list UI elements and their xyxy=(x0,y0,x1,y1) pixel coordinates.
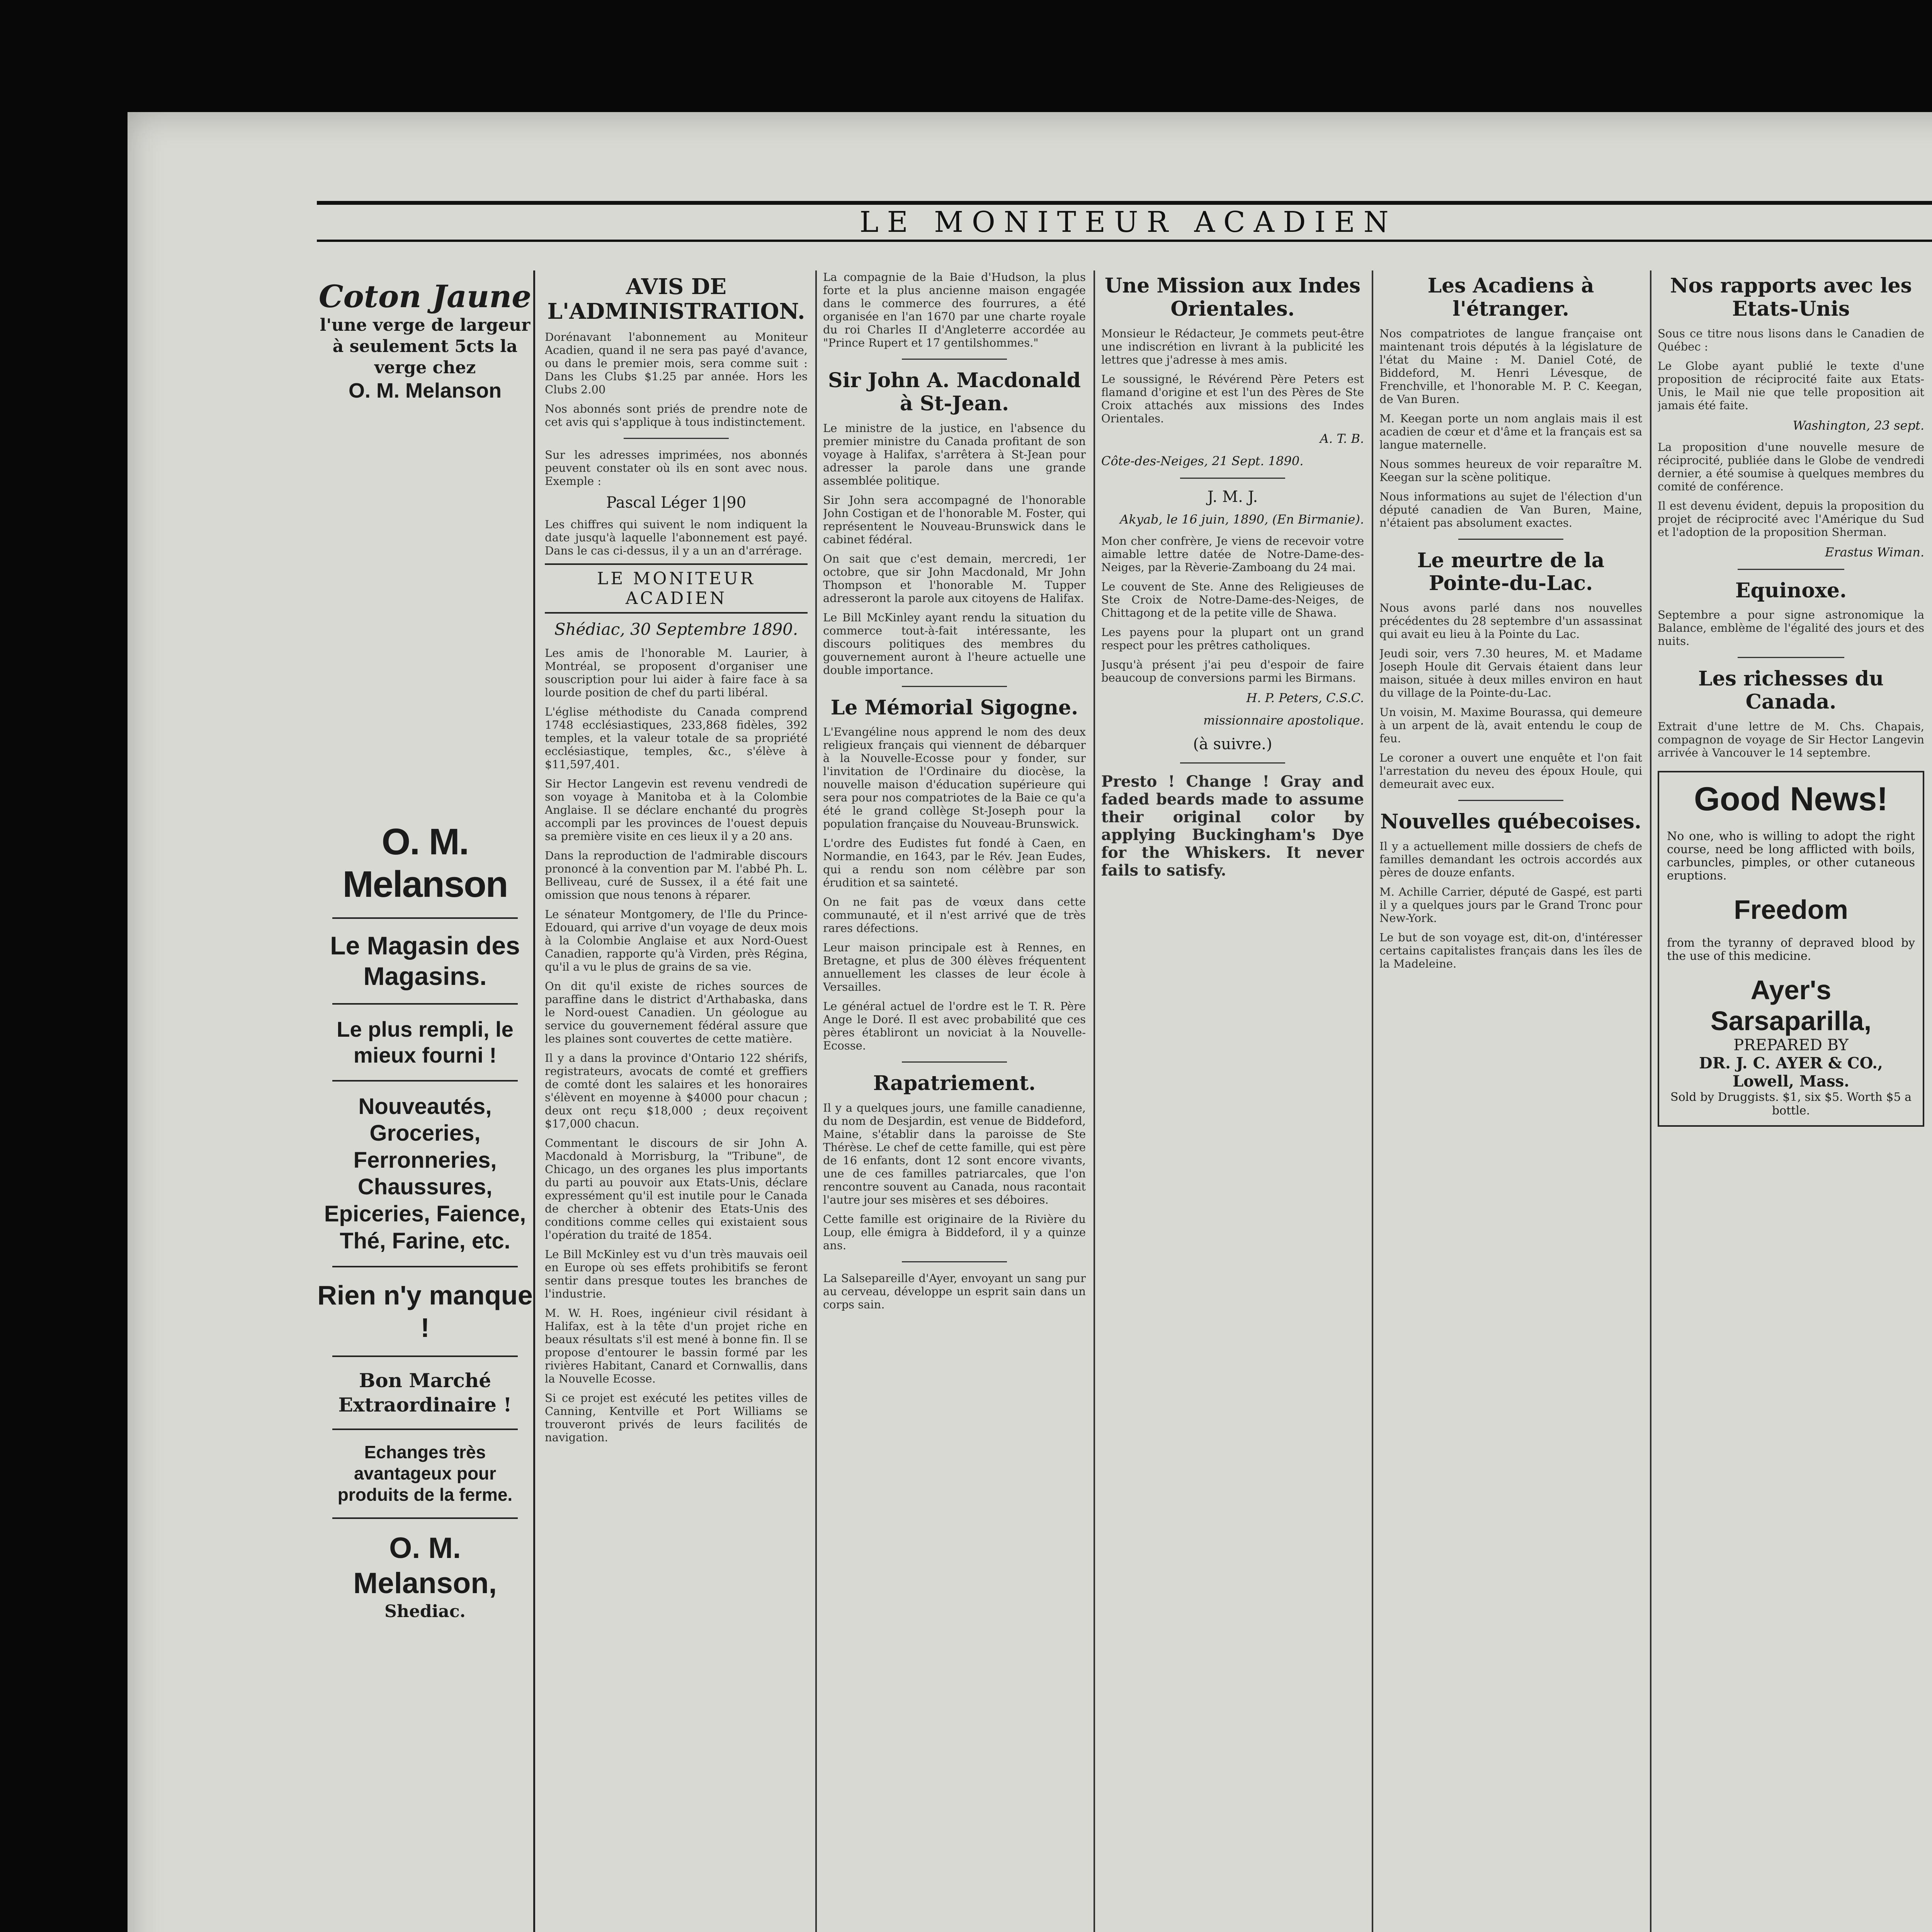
column-1 xyxy=(545,270,808,1932)
example-note: Les chiffres qui suivent le nom indiquent la date jusqu'à laquelle l'abonnement est payé. Dans le cas ci-dessus, il y a un an d'arrérage. xyxy=(545,517,808,557)
nouvelles-heading: Nouvelles québecoises. xyxy=(1380,810,1641,834)
short-rule xyxy=(1458,539,1563,540)
mission-heading: Une Mission aux Indes Orientales. xyxy=(1104,274,1361,321)
prepared-by: PREPARED BY xyxy=(1733,1036,1849,1054)
avis-body: Dorénavant l'abonnement au Moniteur Acadien, quand il ne sera pas payé d'avance, ou dans le premier mois, sera comme suit : Dans les Clubs $1.25 par année. Hors les Clubs 2.00 xyxy=(545,330,808,396)
coton-jaune-ad xyxy=(317,278,533,403)
article-paragraph: Le Bill McKinley ayant rendu la situation du commerce tout-à-fait intéressante, les discours politiques des membres du gouvernement auront à l'heure actuelle une double importance. xyxy=(823,611,1086,677)
acadiens-heading: Les Acadiens à l'étranger. xyxy=(1427,274,1594,321)
ayer-sarsaparilla-headline: Ayer's Sarsaparilla, xyxy=(1710,975,1872,1036)
column-rule xyxy=(815,270,817,1932)
article-paragraph: Septembre a pour signe astronomique la Balance, emblème de l'égalité des jours et des nuits. xyxy=(1658,608,1924,648)
freedom-headline: Freedom xyxy=(1734,894,1848,925)
bon-marche-text: Bon Marché Extraordinaire ! xyxy=(338,1369,512,1416)
echanges-text: Echanges très avantageux pour produits de la ferme. xyxy=(337,1442,513,1505)
good-news-headline: Good News! xyxy=(1694,780,1888,818)
dateline: Washington, 23 sept. xyxy=(1793,418,1924,433)
article-paragraph: Le sénateur Montgomery, de l'Ile du Prince-Edouard, qui arrive d'un voyage de deux mois à la Colombie Anglaise et aux Nord-Ouest Canadien, rapporte qu'à Virden, près Régina, qu'il a vu le plus de grains de sa vie. xyxy=(545,907,808,973)
article-paragraph: Il y a dans la province d'Ontario 122 shérifs, registrateurs, avocats de comté et greffiers de comté dont les salaires et les honoraires s'élèvent en moyenne à $4000 pour chacun ; deux ont reçu $18,000 ; deux reçoivent $17,000 chacun. xyxy=(545,1051,808,1130)
place-line: Akyab, le 16 juin, 1890, (En Birmanie). xyxy=(1120,512,1364,527)
column-2 xyxy=(823,270,1086,1932)
short-rule xyxy=(902,359,1007,360)
article-paragraph: Sir John sera accompagné de l'honorable John Costigan et de l'honorable M. Foster, qui représentent le Nouveau-Brunswick dans le cabinet fédéral. xyxy=(823,493,1086,546)
left-ad-column xyxy=(317,270,535,1932)
article-paragraph: L'Evangéline nous apprend le nom des deux religieux français qui viennent de débarquer à la Nouvelle-Ecosse pour y fonder, sur l'invitation de l'Ordinaire du diocèse, la nouvelle maison d'éducation supérieure qui sera pour nos compatriotes de la Baie ce qu'a été le grand collège St-Joseph pour la population française du Nouveau-Brunswick. xyxy=(823,725,1086,831)
article-paragraph: Le général actuel de l'ordre est le T. R. Père Ange le Doré. Il est avec probabilité que ces pères établiront un noviciat à la Nouvelle-Ecosse. xyxy=(823,1000,1086,1053)
article-paragraph: Il y a quelques jours, une famille canadienne, du nom de Desjardin, est venue de Biddeford, Maine, s'établir dans la paroisse de Ste Thérèse. Le chef de cette famille, qui est père de 16 enfants, dont 12 sont encore vivants, une de ces familles patriarcales, que l'on rencontre souvent au Canada, nous racontait l'autre jour ses misères et ses déboires. xyxy=(823,1101,1086,1207)
article-paragraph: Il y a actuellement mille dossiers de chefs de familles demandant les octrois accordés aux pères de douze enfants. xyxy=(1379,839,1642,879)
article-paragraph: M. Keegan porte un nom anglais mais il est acadien de cœur et d'âme et la français est sa langue maternelle. xyxy=(1379,412,1642,451)
continued-note: (à suivre.) xyxy=(1193,735,1272,753)
ad-divider xyxy=(332,1080,518,1082)
goods-list: Nouveautés, Groceries, Ferronneries, Chaussures, Epiceries, Faience, Thé, Farine, etc. xyxy=(324,1094,526,1253)
column-3 xyxy=(1101,270,1364,1932)
short-rule xyxy=(902,686,1007,687)
avis-note: Nos abonnés sont priés de prendre note de cet avis qui s'applique à tous indistinctement. xyxy=(545,402,808,429)
freedom-text: from the tyranny of depraved blood by the use of this medicine. xyxy=(1667,936,1915,963)
article-paragraph: Nous informations au sujet de l'élection d'un député canadien de Van Buren, Maine, n'étaient pas absolument exactes. xyxy=(1379,490,1642,529)
meurtre-heading: Le meurtre de la Pointe-du-Lac. xyxy=(1417,548,1605,595)
article-paragraph: Nous sommes heureux de voir reparaître M. Keegan sur la scène politique. xyxy=(1379,457,1642,484)
store-name: O. M. Melanson xyxy=(342,821,508,905)
short-rule xyxy=(1738,569,1844,570)
sir-john-heading: Sir John A. Macdonald à St-Jean. xyxy=(828,369,1081,415)
ayer-sold: Sold by Druggists. $1, six $5. Worth $5 a bottle. xyxy=(1670,1090,1912,1117)
article-paragraph: Le coroner a ouvert une enquête et l'on fait l'arrestation du neveu des époux Houle, qui demeurait avec eux. xyxy=(1379,751,1642,791)
coton-jaune-store: O. M. Melanson xyxy=(348,379,502,402)
article-paragraph: La Salsepareille d'Ayer, envoyant un sang pur au cerveau, développe un esprit sain dans un corps sain. xyxy=(823,1272,1086,1311)
coton-jaune-title: Coton Jaune xyxy=(318,278,532,315)
short-rule xyxy=(1738,657,1844,658)
article-paragraph: Le ministre de la justice, en l'absence du premier ministre du Canada profitant de son voyage à Halifax, s'arrêtera à St-Jean pour adresser la parole dans une grande assemblée politique. xyxy=(823,421,1086,487)
example-label: Pascal Léger 1|90 xyxy=(606,493,747,512)
article-paragraph: Le soussigné, le Révérend Père Peters est flamand d'origine et est l'un des Pères de Ste Croix attachés aux missions des Indes Orientales. xyxy=(1101,372,1364,425)
ad-divider xyxy=(332,1429,518,1430)
jmj-mark: J. M. J. xyxy=(1207,488,1258,506)
article-paragraph: On ne fait pas de vœux dans cette communauté, et il n'est arrivé que de très rares défections. xyxy=(823,895,1086,935)
ad-divider xyxy=(332,1355,518,1357)
presto-ad: Presto ! Change ! Gray and faded beards made to assume their original color by applying Buckingham's Dye for the Whiskers. It never fails to satisfy. xyxy=(1101,772,1364,879)
equinoxe-heading: Equinoxe. xyxy=(1735,578,1847,602)
article-paragraph: Leur maison principale est à Rennes, en Bretagne, et plus de 300 élèves fréquentent annuellement les classes de leur école à Versailles. xyxy=(823,941,1086,994)
ayer-ad xyxy=(1658,771,1924,1127)
column-5 xyxy=(1658,270,1924,1932)
article-paragraph: Il est devenu évident, depuis la proposition du projet de réciprocité avec l'Amérique du Sud et l'adoption de la proposition Sherman. xyxy=(1658,499,1924,539)
article-paragraph: Les amis de l'honorable M. Laurier, à Montréal, se proposent d'organiser une souscription pour lui aider à faire face à sa lourde position de chef du parti libéral. xyxy=(545,646,808,699)
plus-rempli-text: Le plus rempli, le mieux fourni ! xyxy=(337,1017,514,1068)
article-paragraph: Nos compatriotes de langue française ont maintenant trois députés à la législature de l'état du Maine : M. Daniel Coté, de Biddeford, M. Henri Lévesque, de Frenchville, et l'honorable M. P. C. Keegan, de Van Buren. xyxy=(1379,327,1642,406)
article-paragraph: Le Bill McKinley est vu d'un très mauvais oeil en Europe où ses effets prohibitifs se feront sentir dans presque toutes les branches de l'industrie. xyxy=(545,1247,808,1300)
column-rule xyxy=(1372,270,1373,1932)
memorial-heading: Le Mémorial Sigogne. xyxy=(830,696,1078,719)
article-paragraph: Dans la reproduction de l'admirable discours prononcé à la convention par M. l'abbé Ph. L. Belliveau, curé de Sussex, il a été fait une omission que nous tenons à réparer. xyxy=(545,849,808,901)
short-rule xyxy=(1180,478,1285,479)
short-rule xyxy=(902,1061,1007,1063)
short-rule xyxy=(902,1261,1007,1262)
store-name-2: O. M. Melanson, xyxy=(353,1531,497,1600)
short-rule xyxy=(1180,762,1285,764)
article-paragraph: Le Globe ayant publié le texte d'une proposition de réciprocité faite aux Etats-Unis, le Mail nie que telle proposition ait jamais été faite. xyxy=(1658,359,1924,412)
article-paragraph: On dit qu'il existe de riches sources de paraffine dans le district d'Arthabaska, dans le Nord-ouest Canadien. Un géologue au service du gouvernement fédéral assure que les plaines sont couvertes de cette matière. xyxy=(545,979,808,1045)
article-paragraph: Si ce projet est exécuté les petites villes de Canning, Kentville et Port Williams se trouveront privés de leurs facilités de navigation. xyxy=(545,1391,808,1444)
article-paragraph: La proposition d'une nouvelle mesure de réciprocité, publiée dans le Globe de vendredi dernier, a été soumise à quelques membres du comité de conférence. xyxy=(1658,440,1924,493)
article-paragraph: La compagnie de la Baie d'Hudson, la plus forte et la plus ancienne maison engagée dans le commerce des fourrures, a été organisée en l'an 1670 par une charte royale du roi Charles II d'Angleterre accordée au "Prince Rupert et 17 gentilshommes." xyxy=(823,270,1086,349)
article-paragraph: Commentant le discours de sir John A. Macdonald à Morrisburg, la "Tribune", de Chicago, un des organes les plus importants du parti au pouvoir aux Etats-Unis, déclare expressément qu'il est inutile pour le Canada de chercher à obtenir des Etats-Unis des conditions comme celles qui existaient sous l'opération du traité de 1854. xyxy=(545,1136,808,1242)
article-paragraph: Jeudi soir, vers 7.30 heures, M. et Madame Joseph Houle dit Gervais étaient dans leur maison, située à deux milles environ en haut du village de la Pointe-du-Lac. xyxy=(1379,647,1642,700)
article-paragraph: L'ordre des Eudistes fut fondé à Caen, en Normandie, en 1643, par le Rév. Jean Eudes, qui a rendu son nom célèbre par son érudition et sa sainteté. xyxy=(823,837,1086,889)
richesses-heading: Les richesses du Canada. xyxy=(1698,667,1884,714)
article-paragraph: M. Achille Carrier, député de Gaspé, est parti il y a quelques jours par le Grand Tronc pour New-York. xyxy=(1379,885,1642,925)
rien-manque-text: Rien n'y manque ! xyxy=(317,1280,533,1343)
masthead: LE MONITEUR ACADIEN xyxy=(317,201,1932,242)
article-paragraph: Les payens pour la plupart ont un grand respect pour les prêtres catholiques. xyxy=(1101,625,1364,652)
article-paragraph: Nous avons parlé dans nos nouvelles précédentes du 28 septembre d'un assassinat qui avait eu lieu à la Pointe du Lac. xyxy=(1379,601,1642,641)
magasin-headline: Le Magasin des Magasins. xyxy=(330,931,520,990)
article-paragraph: Mon cher confrère, Je viens de recevoir votre aimable lettre datée de Notre-Dame-des-Neiges, par la Rèverie-Zamboang du 24 mai. xyxy=(1101,534,1364,574)
rapatriement-heading: Rapatriement. xyxy=(873,1071,1036,1095)
adresses-text: Sur les adresses imprimées, nos abonnés peuvent constater où ils en sont avec nous. Exemple : xyxy=(545,448,808,488)
signature: H. P. Peters, C.S.C. xyxy=(1246,690,1364,705)
avis-heading: AVIS DE L'ADMINISTRATION. xyxy=(547,274,805,325)
signature-title: missionnaire apostolique. xyxy=(1203,713,1364,728)
article-paragraph: Cette famille est originaire de la Rivière du Loup, elle émigra à Biddeford, il y a quinze ans. xyxy=(823,1213,1086,1252)
article-paragraph: Le couvent de Ste. Anne des Religieuses de Ste Croix de Notre-Dame-des-Neiges, de Chittagong et de la petite ville de Shawa. xyxy=(1101,580,1364,619)
date-line: Côte-des-Neiges, 21 Sept. 1890. xyxy=(1101,453,1304,468)
town-name: Shediac. xyxy=(384,1602,466,1622)
signature: A. T. B. xyxy=(1320,431,1364,446)
article-paragraph: Un voisin, M. Maxime Bourassa, qui demeure à un arpent de là, avait entendu le coup de feu. xyxy=(1379,706,1642,745)
article-paragraph: Extrait d'une lettre de M. Chs. Chapais, compagnon de voyage de Sir Hector Langevin arrivée à Vancouver le 14 septembre. xyxy=(1658,719,1924,759)
ad-divider xyxy=(332,1266,518,1267)
article-paragraph: Sous ce titre nous lisons dans le Canadien de Québec : xyxy=(1658,327,1924,353)
column-rule xyxy=(1650,270,1651,1932)
signature: Erastus Wiman. xyxy=(1825,544,1924,560)
column-4 xyxy=(1379,270,1642,1932)
article-paragraph: L'église méthodiste du Canada comprend 1748 ecclésiastiques, 233,868 fidèles, 392 temples, et la valeur totale de sa propriété ecclésiastique, temples, &c., s'élève à $11,597,401. xyxy=(545,705,808,771)
column-rule xyxy=(1094,270,1095,1932)
article-paragraph: Le but de son voyage est, dit-on, d'intéresser certains capitalistes français dans les îles de la Madeleine. xyxy=(1379,930,1642,970)
masthead-small: LE MONITEUR ACADIEN xyxy=(545,563,808,614)
article-paragraph: Sir Hector Langevin est revenu vendredi de son voyage à Manitoba et à la Colombie Anglaise. Il se déclare enchanté du progrès accompli par les provinces de l'ouest depuis sa première visite en ces lieux il y a 20 ans. xyxy=(545,777,808,843)
good-news-text: No one, who is willing to adopt the right course, need be long afflicted with boils, carbuncles, pimples, or other cutaneous eruptions. xyxy=(1667,829,1915,883)
dateline: Shédiac, 30 Septembre 1890. xyxy=(554,619,798,639)
ad-divider xyxy=(332,1003,518,1005)
article-paragraph: Monsieur le Rédacteur, Je commets peut-être une indiscrétion en livrant à la publicité les lettres que j'adresse à mes amis. xyxy=(1101,327,1364,366)
melanson-main-ad xyxy=(317,821,533,1622)
article-paragraph: M. W. H. Roes, ingénieur civil résidant à Halifax, est à la tête d'un projet riche en beaux résultats s'il est mené à bonne fin. Il se propose d'entourer le bassin formé par les rivières Habitant, Canard et Cornwallis, dans la Nouvelle Ecosse. xyxy=(545,1306,808,1385)
short-rule xyxy=(1458,800,1563,801)
article-paragraph: On sait que c'est demain, mercredi, 1er octobre, que sir John Macdonald, Mr John Thompson et l'honorable M. Tupper adresseront la parole aux citoyens de Halifax. xyxy=(823,552,1086,605)
article-paragraph: Jusqu'à présent j'ai peu d'espoir de faire beaucoup de conversions parmi les Birmans. xyxy=(1101,658,1364,684)
short-rule xyxy=(624,438,729,439)
rapports-heading: Nos rapports avec les Etats-Unis xyxy=(1670,274,1912,321)
ad-divider xyxy=(332,917,518,919)
ayer-company: DR. J. C. AYER & CO., Lowell, Mass. xyxy=(1699,1054,1883,1090)
coton-jaune-desc: l'une verge de largeur à seulement 5cts la verge chez xyxy=(320,315,531,378)
ad-divider xyxy=(332,1517,518,1519)
